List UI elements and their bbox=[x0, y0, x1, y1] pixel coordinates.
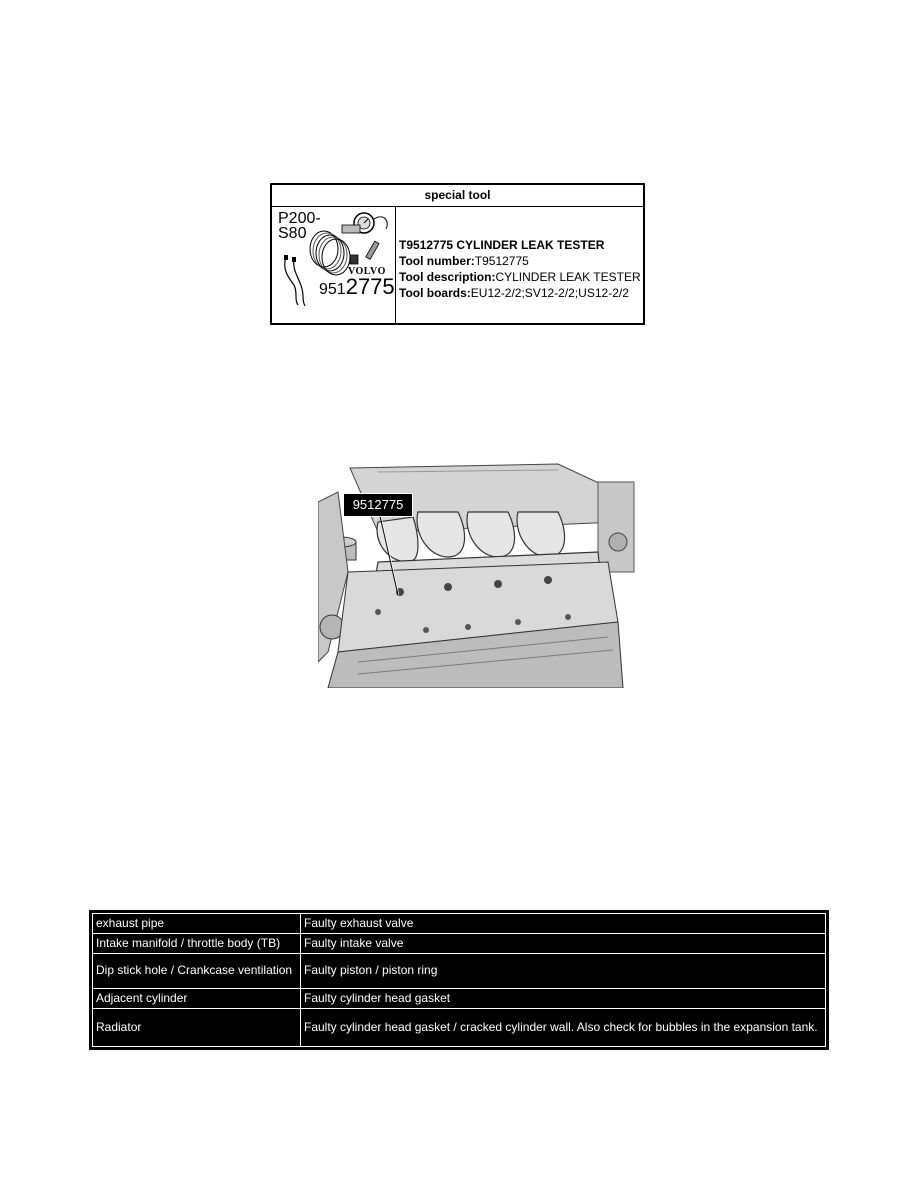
tool-description-value: CYLINDER LEAK TESTER bbox=[495, 270, 641, 284]
tool-image-number bbox=[319, 274, 395, 300]
tool-boards-label: Tool boards: bbox=[399, 286, 471, 300]
diagnosis-table bbox=[89, 910, 829, 1050]
cause-cell: Faulty cylinder head gasket bbox=[301, 988, 826, 1008]
tool-number-label: Tool number: bbox=[399, 254, 475, 268]
location-cell: Adjacent cylinder bbox=[93, 988, 301, 1008]
tool-boards-value: EU12-2/2;SV12-2/2;US12-2/2 bbox=[470, 286, 629, 300]
tool-image-number-suffix: 2775 bbox=[345, 274, 395, 299]
table-row bbox=[93, 934, 826, 954]
cause-cell: Faulty cylinder head gasket / cracked cylinder wall. Also check for bubbles in the expansion tank. bbox=[301, 1008, 826, 1046]
location-cell: Intake manifold / throttle body (TB) bbox=[93, 934, 301, 954]
tool-details bbox=[396, 207, 643, 324]
tool-boards-line bbox=[399, 285, 643, 301]
location-cell: Radiator bbox=[93, 1008, 301, 1046]
cause-cell: Faulty piston / piston ring bbox=[301, 954, 826, 988]
special-tool-body bbox=[272, 207, 643, 324]
tool-description-line bbox=[399, 269, 643, 285]
table-row bbox=[93, 988, 826, 1008]
location-cell: exhaust pipe bbox=[93, 914, 301, 934]
location-cell: Dip stick hole / Crankcase ventilation bbox=[93, 954, 301, 988]
diagnosis-table-grid bbox=[92, 913, 826, 1047]
tool-number-line bbox=[399, 253, 643, 269]
table-row bbox=[93, 954, 826, 988]
tool-image bbox=[272, 207, 396, 324]
cause-cell: Faulty exhaust valve bbox=[301, 914, 826, 934]
tool-image-number-prefix: 951 bbox=[319, 281, 346, 298]
table-row bbox=[93, 914, 826, 934]
volvo-logo: VOLVO bbox=[348, 266, 386, 277]
special-tool-box bbox=[270, 183, 645, 325]
tool-description-label: Tool description: bbox=[399, 270, 496, 284]
cause-cell: Faulty intake valve bbox=[301, 934, 826, 954]
tool-image-code bbox=[278, 211, 321, 241]
tool-title: T9512775 CYLINDER LEAK TESTER bbox=[399, 238, 605, 252]
tool-number-value: T9512775 bbox=[474, 254, 529, 268]
tool-image-code-text: P200- S80 bbox=[278, 210, 321, 242]
tool-callout-label: 9512775 bbox=[344, 494, 412, 516]
special-tool-header: special tool bbox=[272, 185, 643, 207]
table-row bbox=[93, 1008, 826, 1046]
